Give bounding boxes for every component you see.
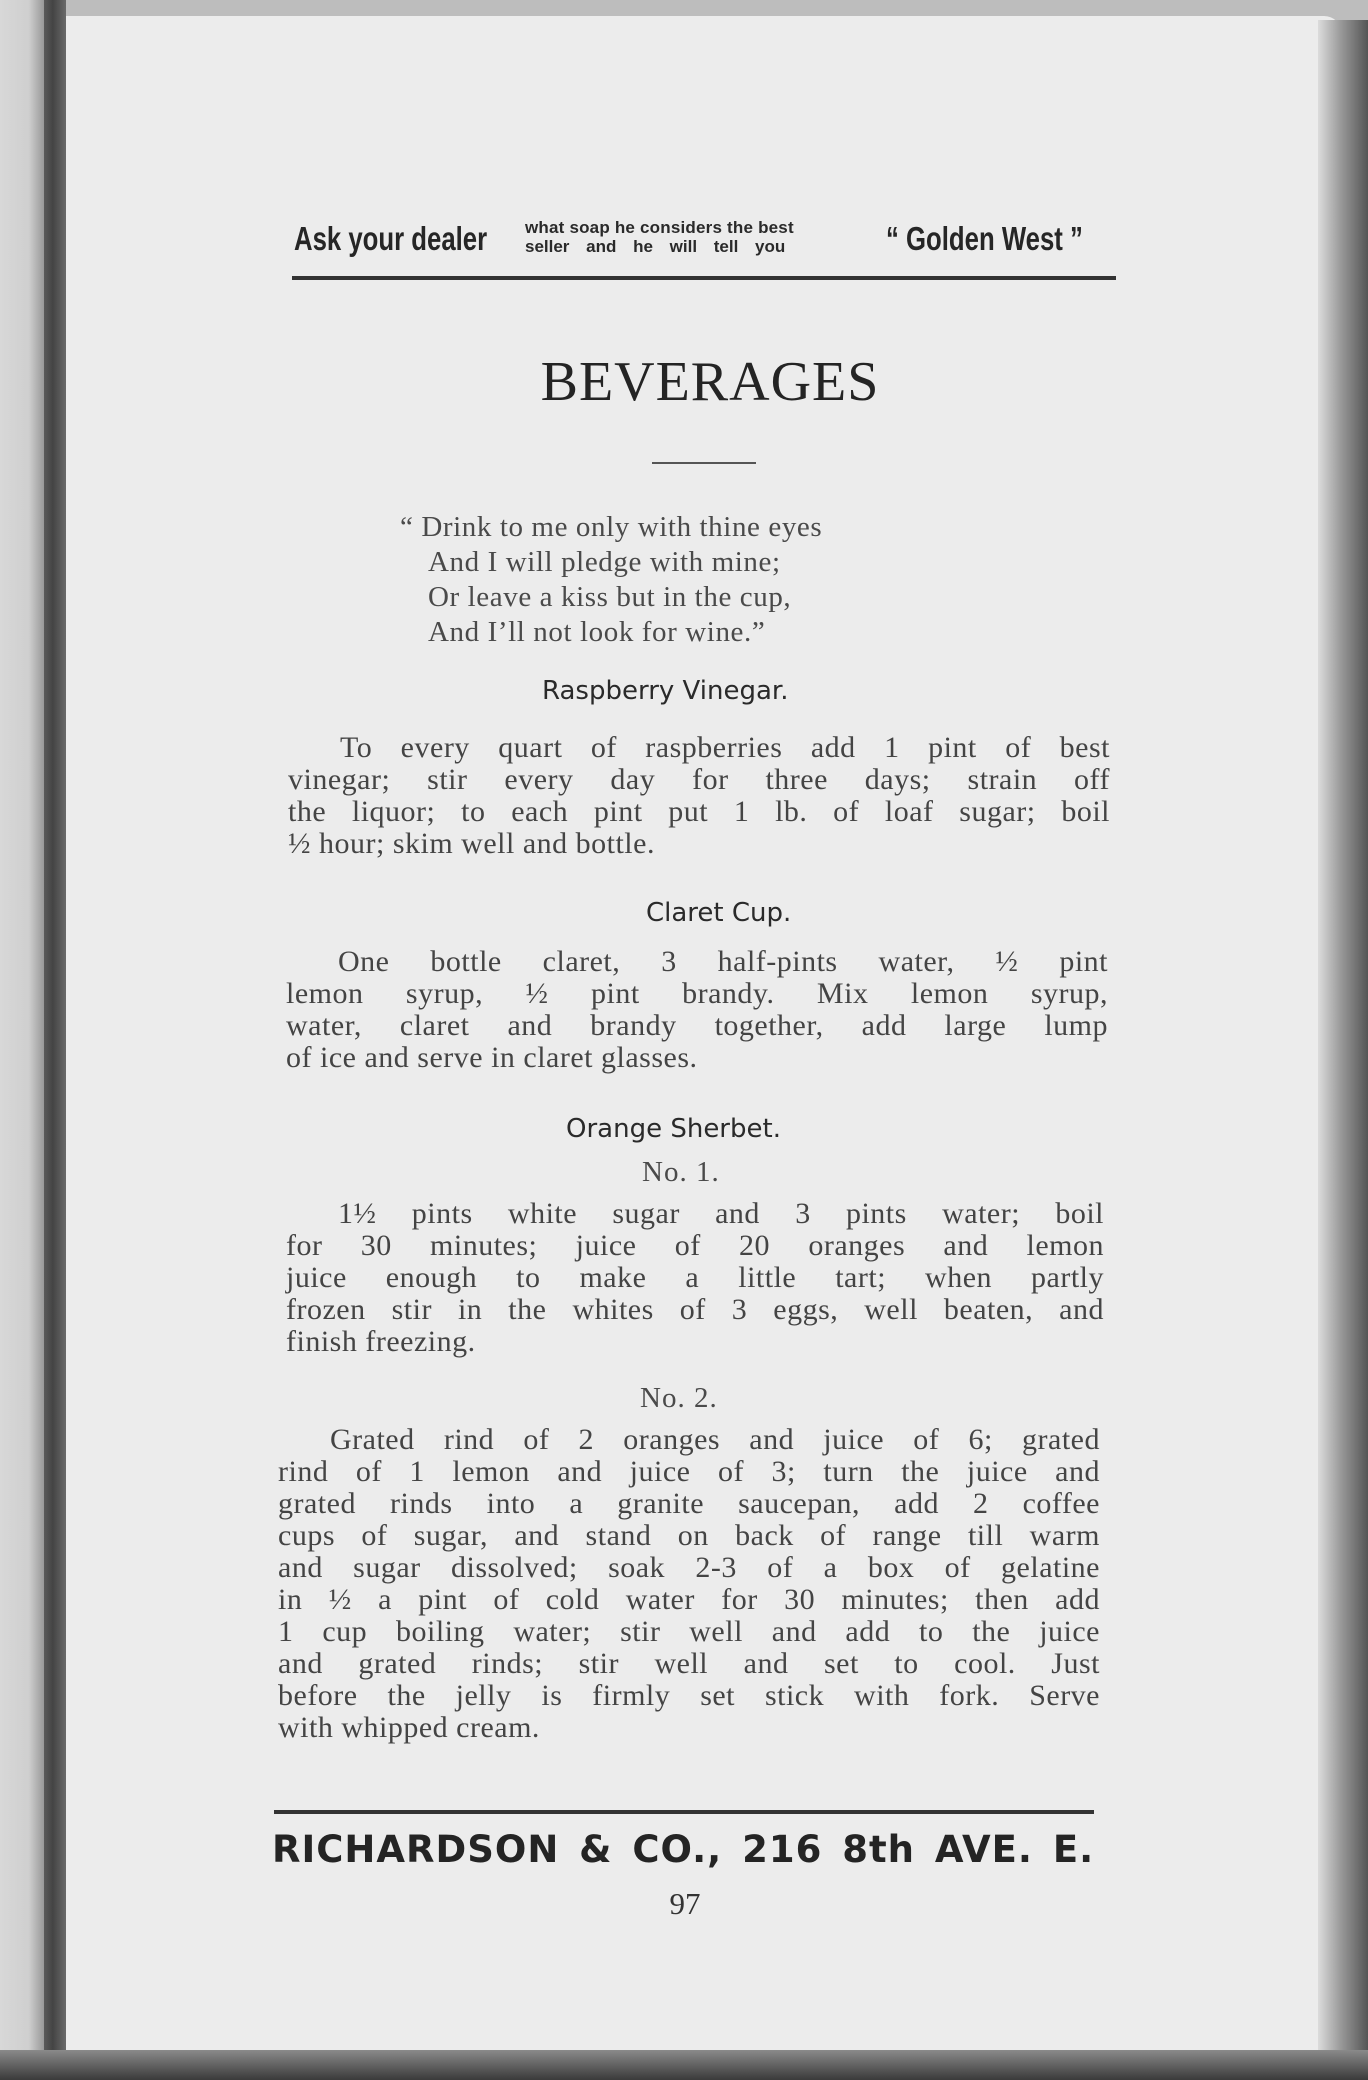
- footer-advertisement: RICHARDSON & CO., 216 8th AVE. E.: [272, 1828, 1095, 1871]
- header-ad-right: “ Golden West ”: [886, 220, 1083, 257]
- text-line: with whipped cream.: [278, 1711, 540, 1744]
- text-line: Grated rind of 2 oranges and juice of 6; grated: [330, 1423, 1100, 1456]
- text-line: grated rinds into a granite saucepan, add 2 coffee: [278, 1487, 1100, 1520]
- page-title: BEVERAGES: [540, 351, 880, 413]
- poem: [400, 510, 1000, 650]
- text-line: 1½ pints white sugar and 3 pints water; boil: [338, 1197, 1104, 1230]
- text-line: frozen stir in the whites of 3 eggs, well beaten, and: [286, 1293, 1104, 1326]
- text-line: vinegar; stir every day for three days; strain off: [288, 763, 1110, 796]
- text-line: lemon syrup, ½ pint brandy. Mix lemon syrup,: [286, 977, 1108, 1010]
- header-ad-middle: [525, 218, 885, 256]
- poem-line: And I’ll not look for wine.”: [428, 616, 766, 648]
- recipe-title-raspberry: Raspberry Vinegar.: [542, 676, 789, 706]
- text-line: water, claret and brandy together, add large lump: [286, 1009, 1108, 1042]
- footer-rule: [274, 1810, 1094, 1814]
- text-line: rind of 1 lemon and juice of 3; turn the juice and: [278, 1455, 1100, 1488]
- text-line: finish freezing.: [286, 1325, 476, 1358]
- text-line: of ice and serve in claret glasses.: [286, 1041, 698, 1074]
- text-line: juice enough to make a little tart; when partly: [286, 1261, 1104, 1294]
- recipe-body-raspberry: [288, 732, 1110, 860]
- page-number: 97: [669, 1886, 701, 1921]
- text-line: 1 cup boiling water; stir well and add to the juice: [278, 1615, 1100, 1648]
- text-line: One bottle claret, 3 half-pints water, ½ pint: [338, 945, 1108, 978]
- text-line: before the jelly is firmly set stick with fork. Serve: [278, 1679, 1100, 1712]
- text-line: and grated rinds; stir well and set to cool. Just: [278, 1647, 1100, 1680]
- sherbet-no2-label: No. 2.: [640, 1382, 718, 1414]
- text-line: To every quart of raspberries add 1 pint of best: [340, 731, 1110, 764]
- text-line: for 30 minutes; juice of 20 oranges and lemon: [286, 1229, 1104, 1262]
- text-line: cups of sugar, and stand on back of range till warm: [278, 1519, 1100, 1552]
- header-rule: [292, 276, 1116, 280]
- recipe-body-sherbet-no1: [286, 1198, 1104, 1358]
- recipe-title-claret: Claret Cup.: [646, 898, 792, 928]
- poem-line: Or leave a kiss but in the cup,: [428, 581, 792, 613]
- poem-line: “ Drink to me only with thine eyes: [400, 511, 823, 543]
- header-ad-left: Ask your dealer: [294, 220, 488, 257]
- recipe-body-sherbet-no2: [278, 1424, 1100, 1744]
- header-ad-middle-line1: what soap he considers the best: [525, 218, 794, 237]
- title-divider: [652, 462, 756, 464]
- text-line: in ½ a pint of cold water for 30 minutes; then add: [278, 1583, 1100, 1616]
- text-line: and sugar dissolved; soak 2-3 of a box of gelatine: [278, 1551, 1100, 1584]
- header-ad-middle-line2: seller and he will tell you: [525, 237, 786, 256]
- header-advertisement: [292, 212, 1116, 272]
- sherbet-no1-label: No. 1.: [642, 1156, 720, 1188]
- poem-line: And I will pledge with mine;: [428, 546, 781, 578]
- text-line: the liquor; to each pint put 1 lb. of loaf sugar; boil: [288, 795, 1110, 828]
- recipe-title-sherbet: Orange Sherbet.: [566, 1114, 781, 1144]
- recipe-body-claret: [286, 946, 1108, 1074]
- text-line: ½ hour; skim well and bottle.: [288, 827, 655, 860]
